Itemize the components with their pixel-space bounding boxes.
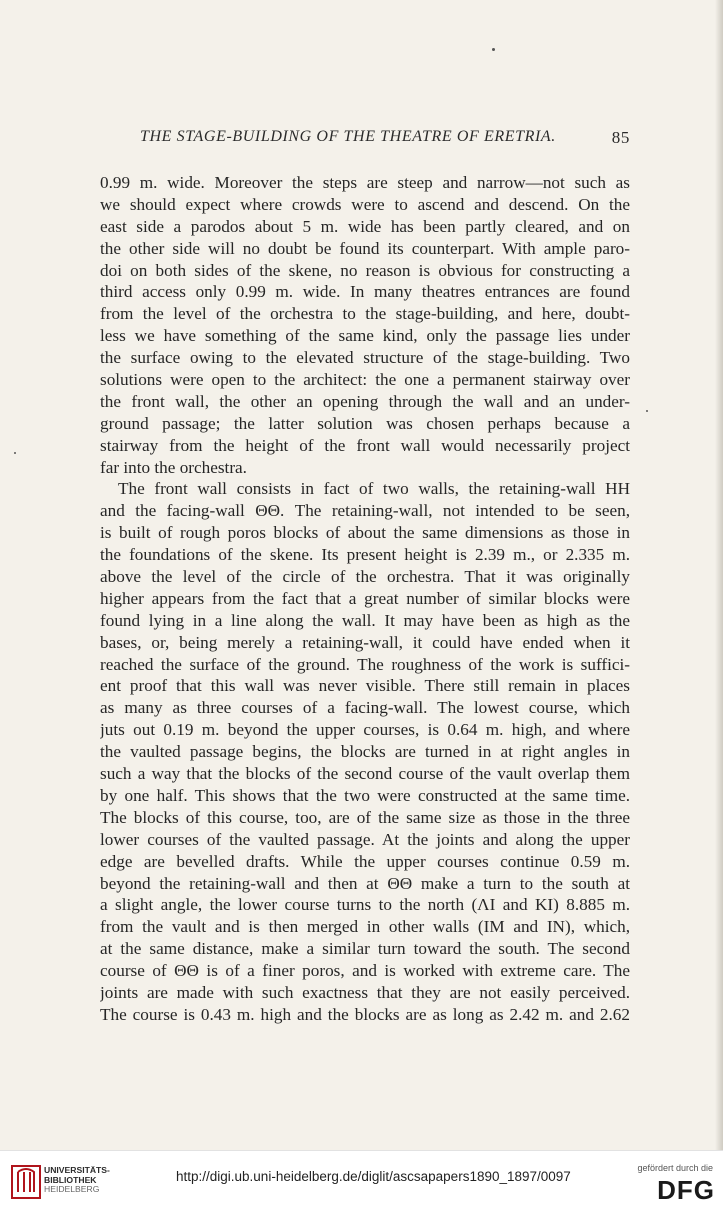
text-line: and the facing-wall ΘΘ. The retaining-wall, not intended to be seen, [100,501,630,521]
text-line: lower courses of the vaulted passage. At the joints and along the upper [100,829,630,849]
text-line: joints are made with such exactness that they are not easily perceived. [100,982,630,1002]
ink-speck [14,452,16,454]
text-line: third access only 0.99 m. wide. In many theatres entrances are found [100,282,630,302]
text-line: from the level of the orchestra to the stage-building, and here, doubt- [100,304,630,324]
text-line: the surface owing to the elevated structure of the stage-building. Two [100,348,630,368]
body-text [100,172,630,1026]
library-name [44,1166,110,1195]
text-line: at the same distance, make a similar turn toward the south. The second [100,939,630,959]
text-line: edge are bevelled drafts. While the upper courses continue 0.59 m. [100,851,630,871]
text-line: bases, or, being merely a retaining-wall, it could have ended when it [100,632,630,652]
text-line: ground passage; the latter solution was chosen perhaps because a [100,413,630,433]
text-line: The course is 0.43 m. high and the blocks are as long as 2.42 m. and 2.62 [100,1004,630,1024]
page-number: 85 [611,128,630,147]
text-line: east side a parodos about 5 m. wide has been partly cleared, and on [100,216,630,236]
text-line: higher appears from the fact that a great number of similar blocks were [100,588,630,608]
digitization-footer [0,1150,723,1209]
text-line: by one half. This shows that the two were constructed at the same time. [100,785,630,805]
page-edge-shadow [715,0,723,1150]
library-line: BIBLIOTHEK [44,1174,97,1185]
text-line: beyond the retaining-wall and then at ΘΘ make a turn to the south at [100,873,630,893]
text-line: less we have something of the same kind, only the passage lies under [100,326,630,346]
university-library-logo-icon [10,1164,42,1200]
text-line: found lying in a line along the wall. It may have been as high as the [100,610,630,630]
text-line: such a way that the blocks of the second course of the vault overlap them [100,764,630,784]
library-line: HEIDELBERG [44,1184,100,1195]
text-line: The front wall consists in fact of two walls, the retaining-wall HH [118,479,630,499]
library-line: UNIVERSITÄTS- [44,1165,110,1175]
text-line: ent proof that this wall was never visible. There still remain in places [100,676,630,696]
text-line: far into the orchestra. [100,457,247,477]
running-head [100,128,630,150]
ink-speck [492,48,495,51]
text-line: as many as three courses of a facing-wall. The lowest course, which [100,698,630,718]
ink-speck [646,410,648,412]
text-line: doi on both sides of the skene, no reason is obvious for constructing a [100,260,630,280]
text-line: the vaulted passage begins, the blocks are turned in at right angles in [100,742,630,762]
text-line: above the level of the circle of the orchestra. That it was originally [100,567,630,587]
text-line: from the vault and is then merged in other walls (ΙΜ and ΙΝ), which, [100,917,630,937]
text-line: the other side will no doubt be found its counterpart. With ample paro- [100,238,630,258]
text-line: 0.99 m. wide. Moreover the steps are steep and narrow—not such as [100,173,630,192]
text-line: the front wall, the other an opening through the wall and an under- [100,391,630,411]
text-line: a slight angle, the lower course turns to the north (ΛΙ and ΚΙ) 8.885 m. [100,895,630,915]
text-line: stairway from the height of the front wall would necessarily project [100,435,630,455]
text-line: juts out 0.19 m. beyond the upper courses, is 0.64 m. high, and where [100,720,630,740]
dfg-logo: DFG [657,1175,715,1205]
text-line: is built of rough poros blocks of about the same dimensions as those in [100,523,630,543]
text-line: The blocks of this course, too, are of the same size as those in the three [100,807,630,827]
funded-by-label: gefördert durch die [637,1163,713,1173]
text-line: course of ΘΘ is of a finer poros, and is worked with extreme care. The [100,961,630,981]
running-head-title: THE STAGE-BUILDING OF THE THEATRE OF ERETRIA. [140,128,556,145]
text-line: solutions were open to the architect: the one a permanent stairway over [100,370,630,390]
text-line: the foundations of the skene. Its present height is 2.39 m., or 2.335 m. [100,545,630,565]
permalink-url[interactable]: http://digi.ub.uni-heidelberg.de/diglit/ascsapapers1890_1897/0097 [176,1169,571,1184]
text-line: reached the surface of the ground. The roughness of the work is suffici- [100,654,630,674]
text-line: we should expect where crowds were to ascend and descend. On the [100,194,630,214]
